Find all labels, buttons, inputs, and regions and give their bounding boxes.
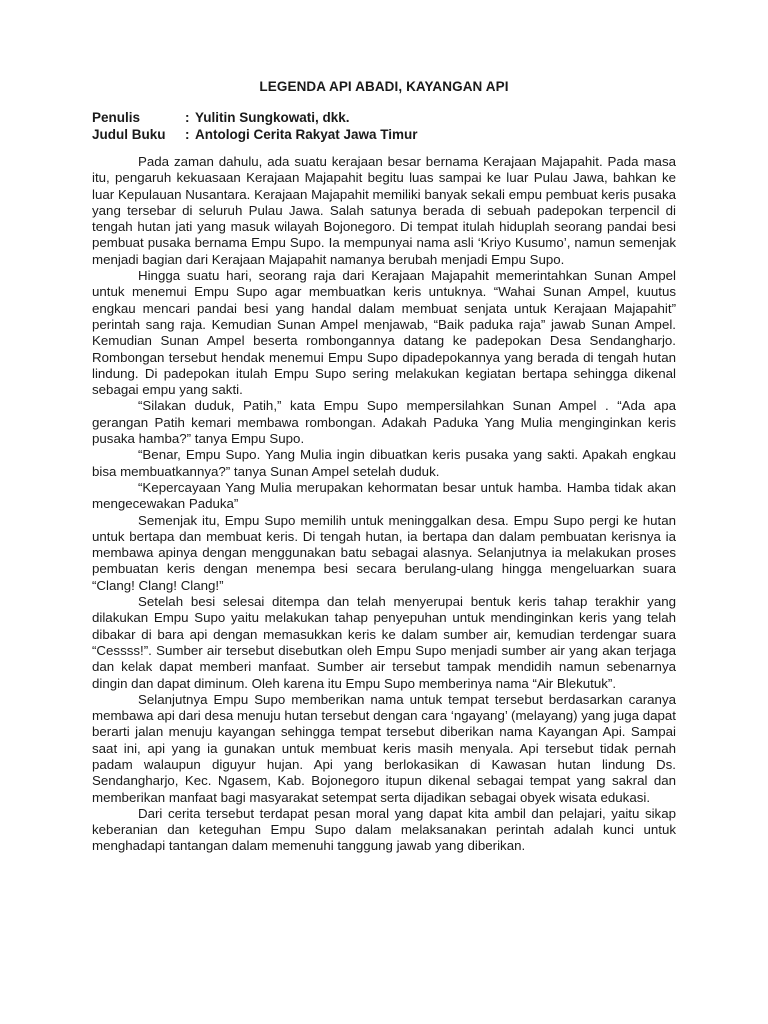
meta-book-title-value: Antologi Cerita Rakyat Jawa Timur [195,126,418,142]
meta-separator: : [185,126,190,142]
meta-author-value: Yulitin Sungkowati, dkk. [195,110,350,125]
paragraph: “Silakan duduk, Patih,” kata Empu Supo mempersilahkan Sunan Ampel . “Ada apa gerangan Patih kemari membawa rombongan. Adakah Paduka Yang Mulia menginginkan keris pusaka hamba?” tanya Empu Supo. [92,398,676,447]
paragraph: Semenjak itu, Empu Supo memilih untuk meninggalkan desa. Empu Supo pergi ke hutan untuk bertapa dan membuat keris. Di tengah hutan, ia bertapa dan dalam pembuatan kerisnya ia membawa apinya dengan menggunakan batu sebagai alasnya. Selanjutnya ia melakukan proses pembuatan keris dengan menempa besi secara berulang-ulang hingga mengeluarkan suara “Clang! Clang! Clang!” [92,512,676,593]
paragraph: Pada zaman dahulu, ada suatu kerajaan besar bernama Kerajaan Majapahit. Pada masa itu, pengaruh kekuasaan Kerajaan Majapahit begitu luas sampai ke luar Pulau Jawa, bahkan ke luar Kepulauan Nusantara. Kerajaan Majapahit memiliki banyak sekali empu pembuat keris pusaka yang tersebar di seluruh Pulau Jawa. Salah satunya berada di sebuah padepokan terpencil di tengah hutan jati yang masuk wilayah Bojonegoro. Di tempat itulah hiduplah seorang pandai besi pembuat pusaka bernama Empu Supo. Ia mempunyai nama asli ‘Kriyo Kusumo’, namun semenjak menjadi bagian dari Kerajaan Majapahit namanya berubah menjadi Empu Supo. [92,154,676,267]
meta-book-title-label: Judul Buku [92,126,166,142]
document-body [92,154,676,855]
document-meta [92,110,692,143]
paragraph: “Benar, Empu Supo. Yang Mulia ingin dibuatkan keris pusaka yang sakti. Apakah engkau bisa membuatkannya?” tanya Sunan Ampel setelah duduk. [92,447,676,479]
document-title: LEGENDA API ABADI, KAYANGAN API [259,79,509,94]
meta-separator: : [185,110,190,125]
meta-row-book-title [92,127,692,144]
paragraph: “Kepercayaan Yang Mulia merupakan kehormatan besar untuk hamba. Hamba tidak akan mengecewakan Paduka” [92,479,676,512]
meta-row-author [92,110,692,127]
paragraph: Dari cerita tersebut terdapat pesan moral yang dapat kita ambil dan pelajari, yaitu sikap keberanian dan keteguhan Empu Supo dalam melaksanakan perintah adalah kunci untuk menghadapi tantangan dalam memenuhi tanggung jawab yang diberikan. [92,805,676,854]
paragraph: Hingga suatu hari, seorang raja dari Kerajaan Majapahit memerintahkan Sunan Ampel untuk menemui Empu Supo agar membuatkan keris untuknya. “Wahai Sunan Ampel, kuutus engkau mencari pandai besi yang handal dalam membuat senjata untuk Kerajaan Majapahit” perintah sang raja. Kemudian Sunan Ampel menjawab, “Baik paduka raja” jawab Sunan Ampel. Kemudian Sunan Ampel beserta rombongannya datang ke padepokan Desa Sendangharjo. Rombongan tersebut hendak menemui Empu Supo dipadepokannya yang berada di tengah hutan lindung. Di padepokan itulah Empu Supo sering melakukan kegiatan bertapa sehingga dikenal sebagai empu yang sakti. [92,268,676,398]
meta-author-label: Penulis [92,110,141,125]
paragraph: Setelah besi selesai ditempa dan telah menyerupai bentuk keris tahap terakhir yang dilakukan Empu Supo yaitu melakukan tahap penyepuhan untuk mendinginkan keris yang telah dibakar di bara api dengan memasukkan keris ke dalam sumber air, kemudian terdengar suara “Cessss!”. Sumber air tersebut disebutkan oleh Empu Supo menjadi sumber air yang akan terjaga dan kelak dapat memberi manfaat. Sumber air tersebut tampak mendidih namun sebenarnya dingin dan dapat diminum. Oleh karena itu Empu Supo memberinya nama “Air Blekutuk”. [92,594,676,691]
paragraph: Selanjutnya Empu Supo memberikan nama untuk tempat tersebut berdasarkan caranya membawa api dari desa menuju hutan tersebut dengan cara ‘ngayang’ (melayang) yang juga dapat berarti jalan menuju kayangan sehingga tempat tersebut diberikan nama Kayangan Api. Sampai saat ini, api yang ia gunakan untuk membuat keris masih menyala. Api tersebut tidak pernah padam walaupun diguyur hujan. Api yang berlokasikan di Kawasan hutan lindung Ds. Sendangharjo, Kec. Ngasem, Kab. Bojonegoro itupun dikenal sebagai tempat yang sakral dan memberikan manfaat bagi masyarakat setempat serta dijadikan sebagai obyek wisata edukasi. [92,691,676,805]
